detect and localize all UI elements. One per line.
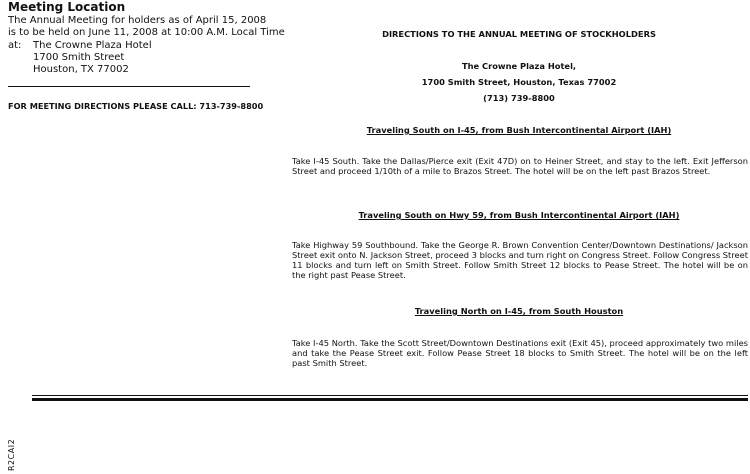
directions-title: DIRECTIONS TO THE ANNUAL MEETING OF STOCKHOLDERS bbox=[382, 29, 656, 39]
hotel-phone: (713) 739-8800 bbox=[483, 93, 555, 103]
bottom-rule-thin bbox=[32, 395, 748, 396]
side-code: R2CAI2 bbox=[7, 438, 16, 471]
section-heading-2: Traveling South on Hwy 59, from Bush Intercontinental Airport (IAH) bbox=[358, 210, 680, 220]
meeting-location-heading: Meeting Location bbox=[8, 0, 126, 14]
meeting-line-1: The Annual Meeting for holders as of April 15, 2008 bbox=[8, 15, 267, 26]
hotel-address: 1700 Smith Street, Houston, Texas 77002 bbox=[421, 77, 617, 87]
left-divider bbox=[8, 86, 250, 87]
section-text-2: Take Highway 59 Southbound. Take the George R. Brown Convention Center/Downtown Destinations/ Jackson Street exit onto N. Jackson Street, proceed 3 blocks and turn right on Congress Street. Follow Congress Street 11 blocks and turn left on Smith Street. Follow Smith Street 12 blocks to Pease Street. The hotel will be on the right past Pease Street. bbox=[292, 240, 748, 280]
section-heading-3: Traveling North on I-45, from South Houston bbox=[414, 306, 624, 316]
meeting-address-1: The Crowne Plaza Hotel bbox=[33, 40, 152, 51]
meeting-address-3: Houston, TX 77002 bbox=[33, 64, 129, 75]
bottom-rule-thick bbox=[32, 398, 748, 401]
meeting-at-label: at: bbox=[8, 40, 22, 51]
section-text-3: Take I-45 North. Take the Scott Street/Downtown Destinations exit (Exit 45), proceed approximately two miles and take the Pease Street exit. Follow Pease Street 18 blocks to Smith Street. The hotel will be on the left past Smith Street. bbox=[292, 338, 748, 368]
call-directions-text: FOR MEETING DIRECTIONS PLEASE CALL: 713-739-8800 bbox=[8, 101, 264, 111]
section-text-1: Take I-45 South. Take the Dallas/Pierce exit (Exit 47D) on to Heiner Street, and stay to the left. Exit Jefferson Street and proceed 1/10th of a mile to Brazos Street. The hotel will be on the left past Brazos Street. bbox=[292, 156, 748, 176]
meeting-address-2: 1700 Smith Street bbox=[33, 52, 125, 63]
meeting-line-2: is to be held on June 11, 2008 at 10:00 A.M. Local Time bbox=[8, 27, 285, 38]
hotel-name: The Crowne Plaza Hotel, bbox=[461, 61, 577, 71]
section-heading-1: Traveling South on I-45, from Bush Intercontinental Airport (IAH) bbox=[366, 125, 672, 135]
